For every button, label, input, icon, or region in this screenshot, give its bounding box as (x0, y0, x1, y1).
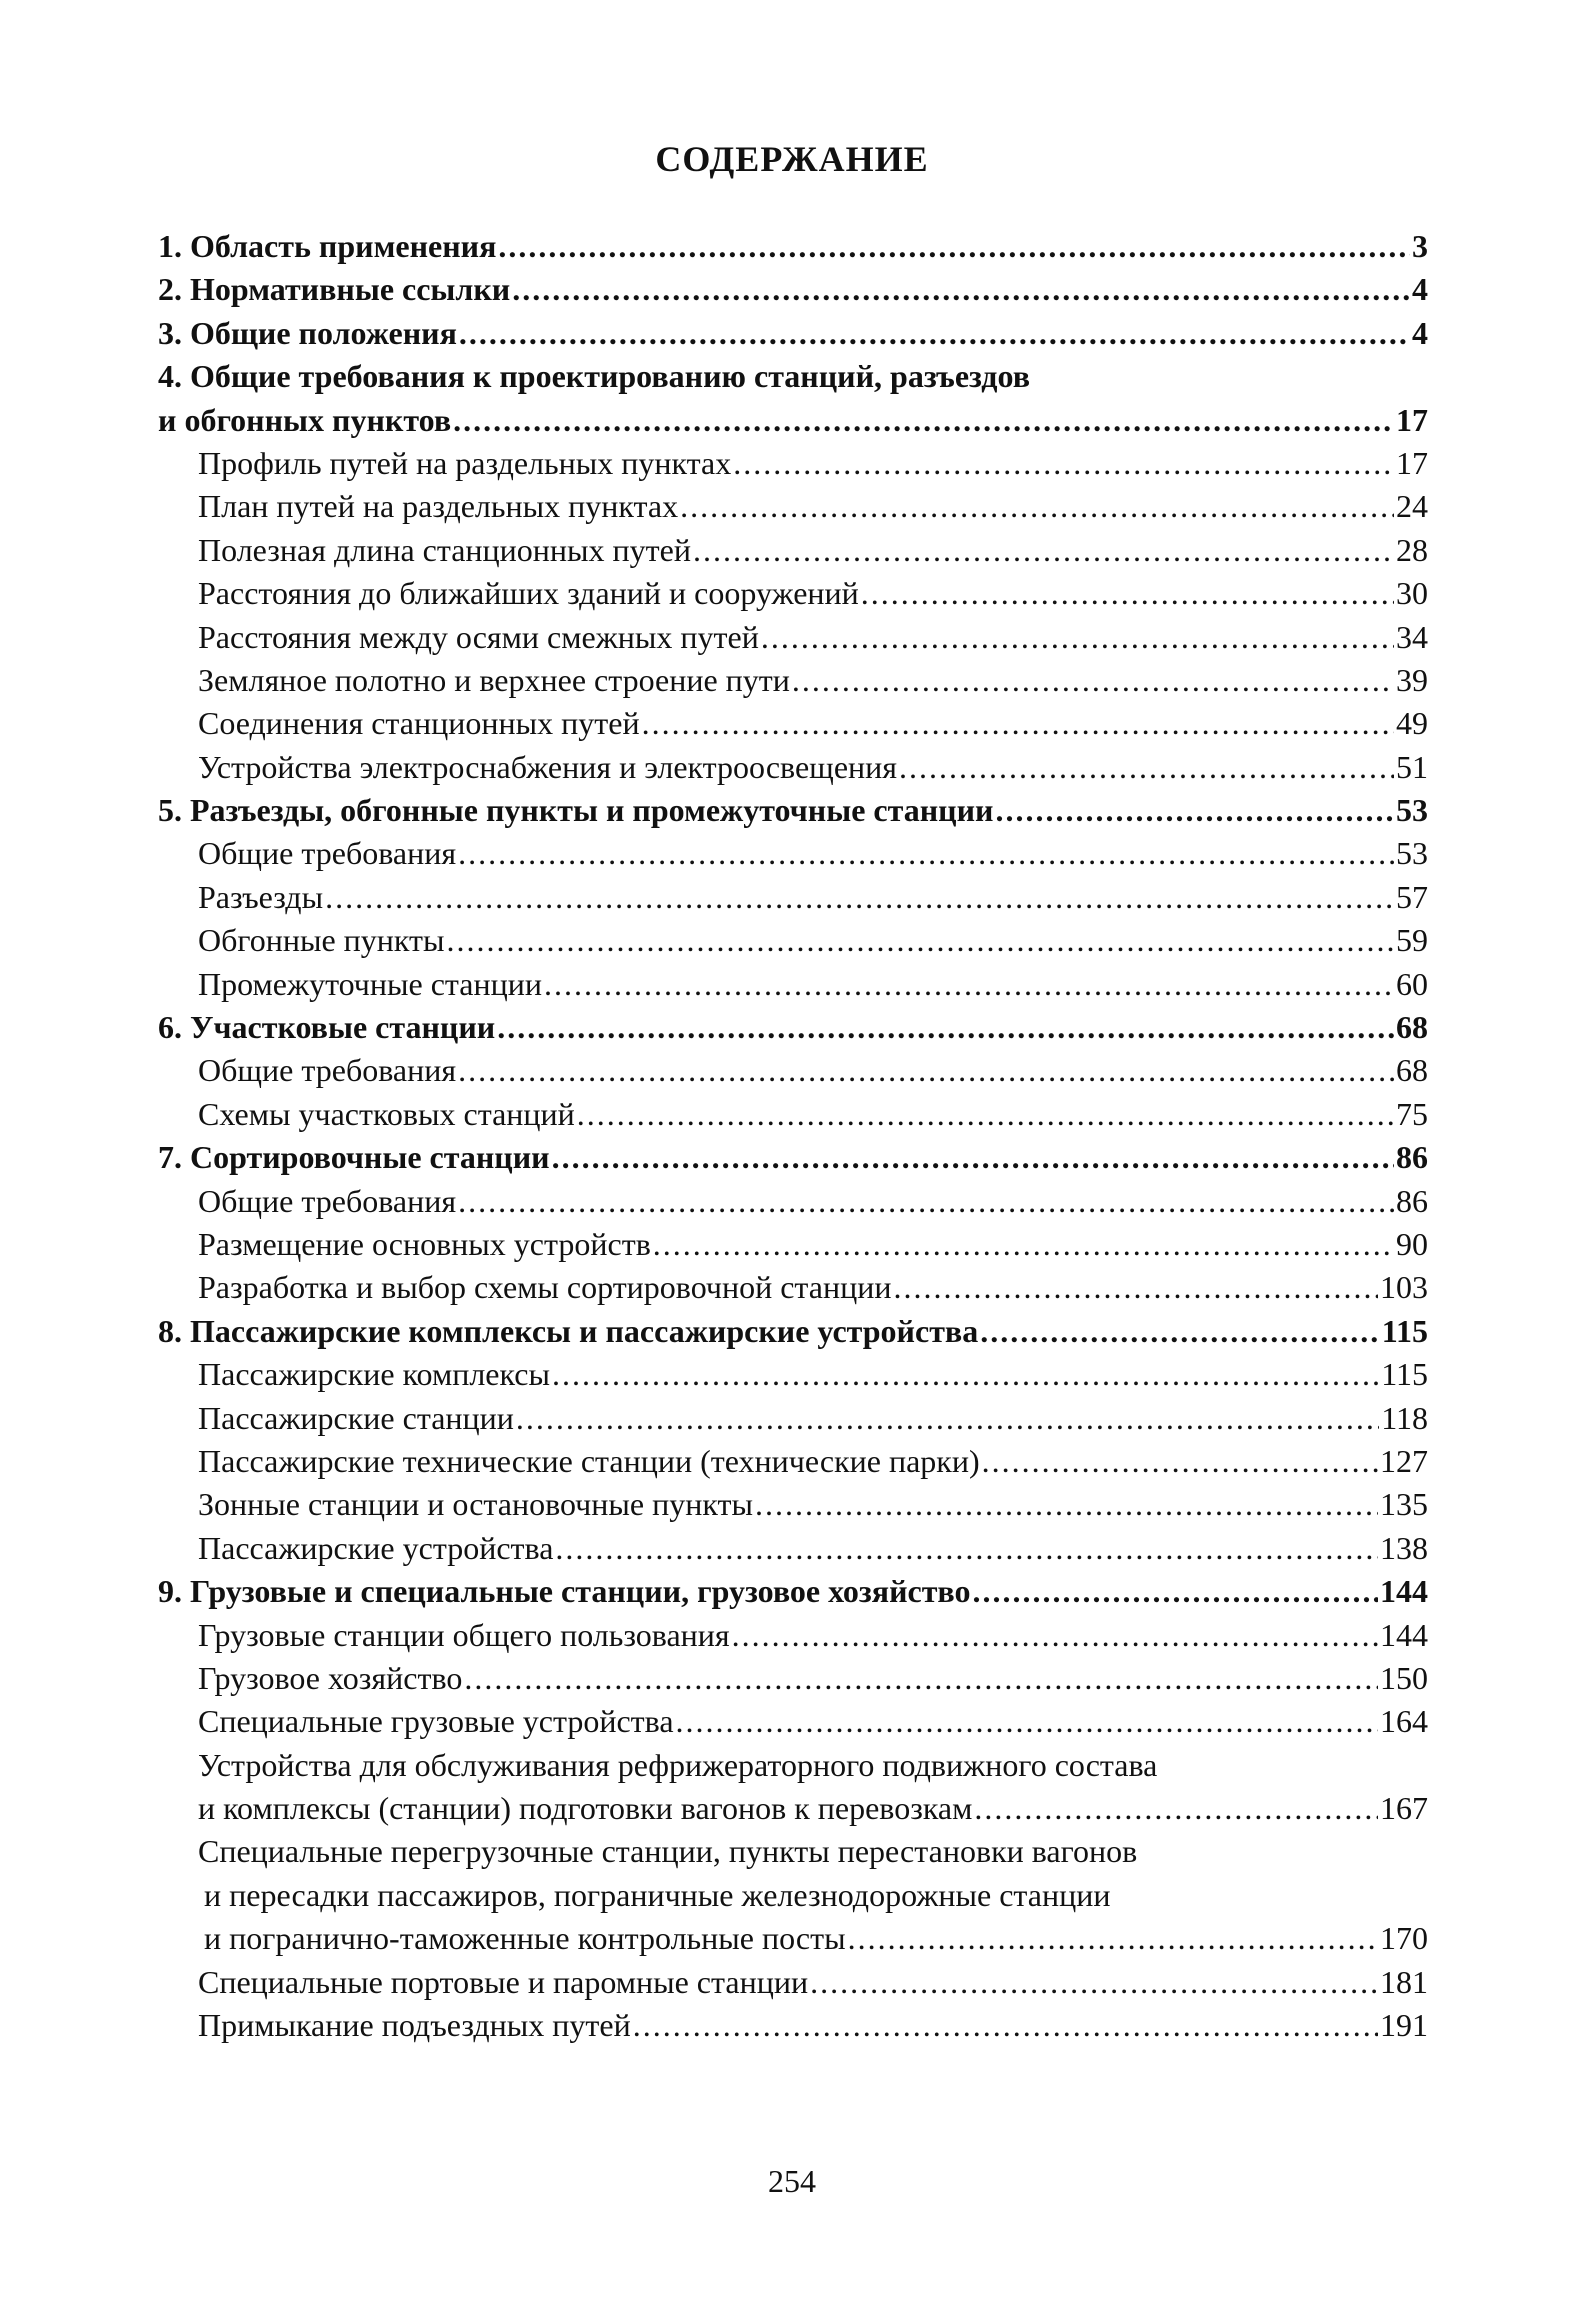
toc-entry-page: 68 (1396, 1009, 1428, 1046)
toc-entry-title: Устройства для обслуживания рефрижераторного подвижного состава (198, 1746, 1158, 1783)
toc-entry (158, 659, 1428, 702)
dot-leader (453, 399, 1394, 442)
toc-entry (158, 616, 1428, 659)
dot-leader (458, 832, 1394, 875)
dot-leader (792, 659, 1394, 702)
dot-leader (544, 963, 1394, 1006)
toc-entry-title: Пассажирские устройства (198, 1529, 554, 1566)
dot-leader (653, 1223, 1394, 1266)
dot-leader (498, 225, 1410, 268)
toc-entry (158, 529, 1428, 572)
toc-entry (158, 1006, 1428, 1049)
toc-entry (158, 312, 1428, 355)
dot-leader (982, 1440, 1378, 1483)
dot-leader (325, 876, 1394, 919)
toc-entry-page: 53 (1396, 792, 1428, 829)
toc-entry-page: 59 (1396, 922, 1428, 959)
toc-entry (158, 746, 1428, 789)
toc-entry-title: и комплексы (станции) подготовки вагонов к перевозкам (198, 1790, 973, 1827)
toc-entry (158, 1917, 1428, 1960)
toc-entry (158, 1787, 1428, 1830)
toc-entry (158, 1093, 1428, 1136)
toc-entry-title: Разработка и выбор схемы сортировочной станции (198, 1269, 892, 1306)
toc-entry (158, 789, 1428, 832)
toc-entry-title: 8. Пассажирские комплексы и пассажирские устройства (158, 1312, 979, 1349)
toc-entry (158, 1049, 1428, 1092)
toc-entry-page: 86 (1396, 1139, 1428, 1176)
toc-entry-title: 7. Сортировочные станции (158, 1139, 550, 1176)
page-number: 254 (768, 2163, 816, 2199)
toc-entry-title: Устройства электроснабжения и электроосвещения (198, 748, 897, 785)
toc-entry-page: 127 (1380, 1442, 1428, 1479)
toc-entry-page: 90 (1396, 1225, 1428, 1262)
toc-entry-page: 4 (1412, 314, 1428, 351)
dot-leader (733, 442, 1394, 485)
toc-entry-page: 138 (1380, 1529, 1428, 1566)
toc-entry-title: 9. Грузовые и специальные станции, грузовое хозяйство (158, 1573, 971, 1610)
page-title: СОДЕРЖАНИЕ (655, 139, 929, 179)
toc-entry (158, 572, 1428, 615)
dot-leader (980, 1310, 1380, 1353)
toc-entry-page: 49 (1396, 705, 1428, 742)
toc-entry-title: Расстояния до ближайших зданий и сооружений (198, 575, 859, 612)
toc-entry (158, 919, 1428, 962)
toc-entry (158, 1700, 1428, 1743)
toc-entry (158, 355, 1428, 398)
dot-leader (555, 1527, 1378, 1570)
toc-entry (158, 1180, 1428, 1223)
toc-entry (158, 1570, 1428, 1613)
toc-entry (158, 1353, 1428, 1396)
toc-entry-title: Соединения станционных путей (198, 705, 640, 742)
toc-entry-page: 3 (1412, 228, 1428, 264)
toc-entry (158, 485, 1428, 528)
toc-entry (158, 442, 1428, 485)
toc-entry-page: 144 (1380, 1573, 1428, 1610)
toc-entry-title: Профиль путей на раздельных пунктах (198, 444, 732, 481)
toc-entry-title: 5. Разъезды, обгонные пункты и промежуточные станции (158, 792, 994, 829)
toc-entry-page: 4 (1412, 271, 1428, 308)
toc-entry-title: 2. Нормативные ссылки (158, 271, 511, 308)
toc-entry (158, 832, 1428, 875)
toc-entry-title: 6. Участковые станции (158, 1009, 496, 1046)
toc-entry-title: Пассажирские станции (198, 1399, 514, 1436)
toc-entry-title: Обгонные пункты (198, 922, 445, 959)
dot-leader (732, 1614, 1378, 1657)
toc-entry (158, 1440, 1428, 1483)
toc-entry (158, 702, 1428, 745)
toc-entry-page: 60 (1396, 965, 1428, 1002)
toc-entry (158, 876, 1428, 919)
toc-entry (158, 2004, 1428, 2047)
toc-entry-title: Общие требования (198, 835, 457, 872)
toc-entry (158, 1961, 1428, 2004)
toc-entry-title: План путей на раздельных пунктах (198, 488, 679, 525)
dot-leader (447, 919, 1394, 962)
toc-entry-title: Разъезды (198, 878, 324, 915)
dot-leader (761, 616, 1394, 659)
toc-entry-page: 115 (1381, 1312, 1428, 1349)
toc-entry-page: 103 (1380, 1269, 1428, 1306)
dot-leader (680, 485, 1394, 528)
toc-entry-title: 4. Общие требования к проектированию станций, разъездов (158, 358, 1030, 395)
dot-leader (848, 1917, 1378, 1960)
toc-entry-page: 181 (1380, 1963, 1428, 2000)
toc-entry-page: 28 (1396, 531, 1428, 568)
toc-entry-page: 75 (1396, 1095, 1428, 1132)
dot-leader (810, 1961, 1378, 2004)
toc-entry-page: 17 (1396, 444, 1428, 481)
toc-entry-title: Расстояния между осями смежных путей (198, 618, 759, 655)
toc-entry (158, 225, 1428, 268)
toc-entry-page: 86 (1396, 1182, 1428, 1219)
toc-entry-page: 144 (1380, 1616, 1428, 1653)
dot-leader (633, 2004, 1378, 2047)
toc-entry-title: и погранично-таможенные контрольные посты (204, 1920, 846, 1957)
toc-entry-page: 17 (1396, 401, 1428, 438)
dot-leader (899, 746, 1394, 789)
dot-leader (458, 1180, 1394, 1223)
toc-entry-title: Грузовое хозяйство (198, 1659, 463, 1696)
toc-entry (158, 1527, 1428, 1570)
dot-leader (974, 1787, 1378, 1830)
toc-entry-page: 150 (1380, 1659, 1428, 1696)
toc-entry-title: Размещение основных устройств (198, 1225, 651, 1262)
toc-entry-title: Зонные станции и остановочные пункты (198, 1486, 753, 1523)
toc-entry (158, 1266, 1428, 1309)
toc-entry (158, 1614, 1428, 1657)
toc-entry (158, 1874, 1428, 1917)
toc-entry-title: 3. Общие положения (158, 314, 457, 351)
toc-entry (158, 1483, 1428, 1526)
dot-leader (552, 1353, 1379, 1396)
toc-entry (158, 963, 1428, 1006)
dot-leader (512, 268, 1410, 311)
dot-leader (577, 1093, 1394, 1136)
toc-entry-page: 24 (1396, 488, 1428, 525)
toc-entry (158, 268, 1428, 311)
toc-entry (158, 1397, 1428, 1440)
dot-leader (693, 529, 1394, 572)
toc-entry-page: 118 (1381, 1399, 1428, 1436)
dot-leader (552, 1136, 1394, 1179)
toc-entry-title: Схемы участковых станций (198, 1095, 575, 1132)
toc-entry-title: Общие требования (198, 1182, 457, 1219)
toc-entry-page: 68 (1396, 1052, 1428, 1089)
table-of-contents (158, 225, 1428, 2047)
toc-entry-title: Пассажирские технические станции (технические парки) (198, 1442, 980, 1479)
toc-entry-title: и пересадки пассажиров, пограничные железнодорожные станции (204, 1876, 1111, 1913)
toc-entry (158, 1136, 1428, 1179)
dot-leader (995, 789, 1394, 832)
toc-entry-title: Земляное полотно и верхнее строение пути (198, 661, 790, 698)
dot-leader (861, 572, 1394, 615)
toc-entry-title: Общие требования (198, 1052, 457, 1089)
toc-entry-title: Пассажирские комплексы (198, 1356, 550, 1393)
dot-leader (893, 1266, 1378, 1309)
toc-entry-title: Специальные грузовые устройства (198, 1703, 674, 1740)
dot-leader (459, 312, 1410, 355)
toc-entry-page: 34 (1396, 618, 1428, 655)
dot-leader (464, 1657, 1378, 1700)
dot-leader (516, 1397, 1379, 1440)
toc-entry-page: 135 (1380, 1486, 1428, 1523)
toc-entry-page: 39 (1396, 661, 1428, 698)
toc-entry-title: и обгонных пунктов (158, 401, 452, 438)
dot-leader (972, 1570, 1378, 1613)
toc-entry-title: Промежуточные станции (198, 965, 542, 1002)
toc-entry (158, 1657, 1428, 1700)
dot-leader (458, 1049, 1394, 1092)
toc-entry-title: Примыкание подъездных путей (198, 2007, 631, 2044)
toc-entry-page: 51 (1396, 748, 1428, 785)
toc-entry-title: Грузовые станции общего пользования (198, 1616, 730, 1653)
toc-entry-title: Специальные перегрузочные станции, пункты перестановки вагонов (198, 1833, 1138, 1870)
toc-entry-page: 115 (1381, 1356, 1428, 1393)
toc-entry (158, 1310, 1428, 1353)
toc-entry (158, 1744, 1428, 1787)
toc-entry-page: 57 (1396, 878, 1428, 915)
toc-entry-page: 191 (1380, 2007, 1428, 2044)
toc-entry-page: 164 (1380, 1703, 1428, 1740)
toc-entry-title: Специальные портовые и паромные станции (198, 1963, 809, 2000)
dot-leader (676, 1700, 1378, 1743)
toc-entry (158, 399, 1428, 442)
toc-entry-title: 1. Область применения (158, 228, 497, 264)
toc-entry (158, 1830, 1428, 1873)
dot-leader (497, 1006, 1394, 1049)
toc-entry-page: 167 (1380, 1790, 1428, 1827)
toc-entry-page: 170 (1380, 1920, 1428, 1957)
dot-leader (755, 1483, 1378, 1526)
toc-entry-page: 30 (1396, 575, 1428, 612)
dot-leader (642, 702, 1394, 745)
toc-entry (158, 1223, 1428, 1266)
toc-entry-title: Полезная длина станционных путей (198, 531, 691, 568)
toc-entry-page: 53 (1396, 835, 1428, 872)
